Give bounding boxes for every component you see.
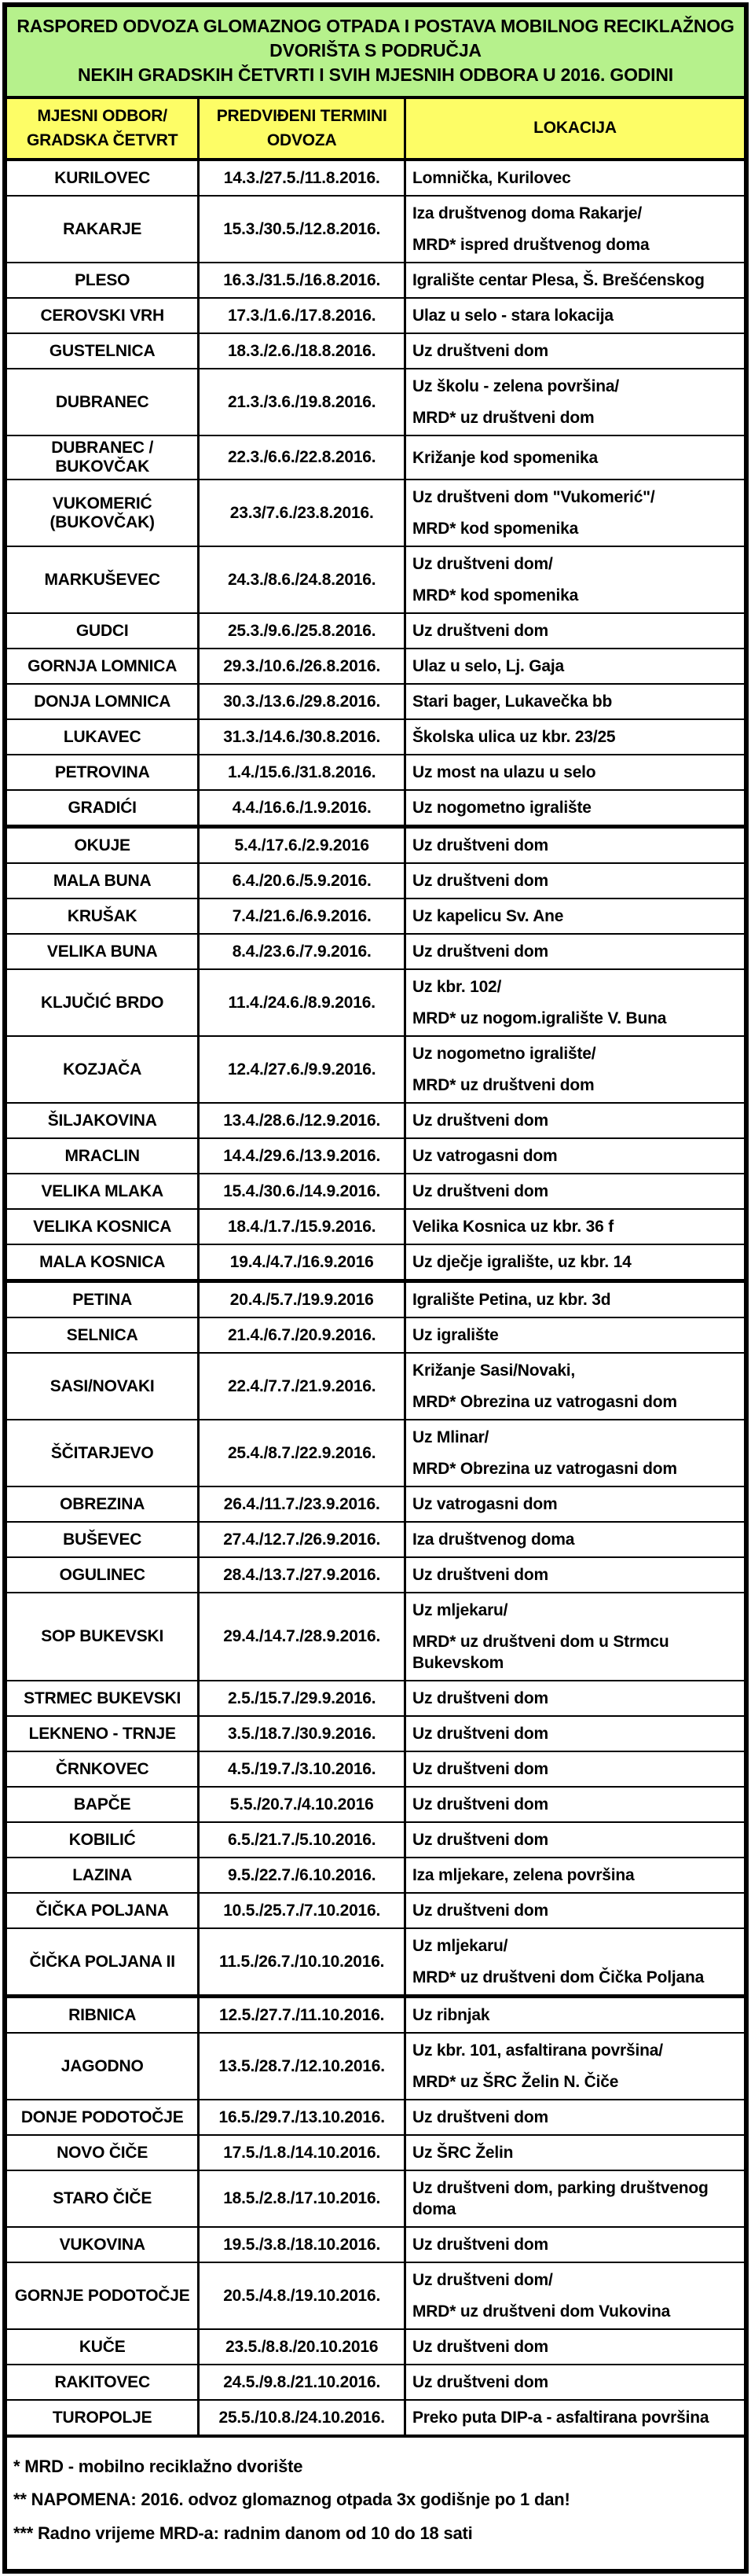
location-cell [405,2365,745,2400]
table-row [7,1893,744,1928]
dates-cell: 3.5./18.7./30.9.2016. [199,1716,405,1751]
location-line: Uz Mlinar/ [412,1428,489,1447]
dates-cell: 16.5./29.7./13.10.2016. [199,2100,405,2135]
district-cell: DUBRANEC / BUKOVČAK [7,435,199,480]
district-cell: VUKOVINA [7,2227,199,2262]
dates-cell: 22.4./7.7./21.9.2016. [199,1353,405,1420]
district-cell: CEROVSKI VRH [7,298,199,333]
table-row [7,298,744,333]
location-line: Uz društveni dom "Vukomerić"/ [412,488,655,507]
location-cell [405,934,745,969]
location-line: Uz nogometno igralište [412,799,592,818]
district-cell: LEKNENO - TRNJE [7,1716,199,1751]
district-cell: VELIKA BUNA [7,934,199,969]
location-line: Preko puta DIP-a - asfaltirana površina [412,2409,709,2427]
dates-cell: 12.5./27.7./11.10.2016. [199,1997,405,2034]
table-row [7,546,744,613]
table-row [7,1281,744,1318]
schedule-sheet [2,2,749,2574]
dates-cell: 8.4./23.6./7.9.2016. [199,934,405,969]
district-cell: ŠČITARJEVO [7,1420,199,1486]
location-cell [405,1522,745,1557]
dates-cell: 18.4./1.7./15.9.2016. [199,1209,405,1244]
table-row [7,1036,744,1103]
district-cell: BAPČE [7,1787,199,1822]
location-cell [405,755,745,790]
district-cell: OBREZINA [7,1486,199,1522]
table-row [7,2135,744,2170]
district-cell: GORNJA LOMNICA [7,649,199,684]
location-line: Uz društveni dom [412,1902,548,1920]
dates-cell: 15.4./30.6./14.9.2016. [199,1174,405,1209]
location-line: Uz vatrogasni dom [412,1147,558,1166]
district-cell: SELNICA [7,1317,199,1353]
dates-cell: 28.4./13.7./27.9.2016. [199,1557,405,1593]
title-line-2: NEKIH GRADSKIH ČETVRTI I SVIH MJESNIH ODBORA U 2016. GODINI [78,64,673,86]
location-line: Iza društvenog doma [412,1531,575,1549]
dates-cell: 11.5./26.7./10.10.2016. [199,1928,405,1997]
location-cell [405,1751,745,1787]
district-cell: ČIČKA POLJANA [7,1893,199,1928]
table-row [7,1997,744,2034]
dates-cell: 30.3./13.6./29.8.2016. [199,684,405,719]
district-cell: ŠILJAKOVINA [7,1103,199,1138]
location-cell [405,613,745,649]
district-cell: KLJUČIĆ BRDO [7,969,199,1036]
district-cell: DONJA LOMNICA [7,684,199,719]
district-cell: PLESO [7,263,199,298]
table-row [7,1486,744,1522]
table-row [7,1787,744,1822]
schedule-table [7,99,744,2435]
location-line: Velika Kosnica uz kbr. 36 f [412,1218,614,1237]
header-location: LOKACIJA [405,99,745,160]
district-cell: LAZINA [7,1858,199,1893]
table-row [7,1209,744,1244]
district-cell: RIBNICA [7,1997,199,2034]
location-line: Uz društveni dom [412,1566,548,1585]
location-cell [405,1716,745,1751]
location-line: MRD* uz ŠRC Želin N. Čiče [412,2073,619,2092]
location-line: Iza društvenog doma Rakarje/ [412,204,642,223]
location-cell [405,1858,745,1893]
table-row [7,2033,744,2100]
table-row [7,863,744,898]
table-row [7,1317,744,1353]
dates-cell: 24.5./9.8./21.10.2016. [199,2365,405,2400]
location-cell [405,1244,745,1281]
dates-cell: 5.4./17.6./2.9.2016 [199,827,405,864]
location-cell [405,1036,745,1103]
dates-cell: 27.4./12.7./26.9.2016. [199,1522,405,1557]
table-row [7,1593,744,1681]
dates-cell: 20.5./4.8./19.10.2016. [199,2262,405,2329]
dates-cell: 7.4./21.6./6.9.2016. [199,898,405,934]
header-dates: PREDVIĐENI TERMINI ODVOZA [199,99,405,160]
table-row [7,613,744,649]
location-line: Uz društveni dom [412,622,548,641]
dates-cell: 29.3./10.6./26.8.2016. [199,649,405,684]
location-line: Uz most na ulazu u selo [412,763,596,782]
location-cell [405,2100,745,2135]
district-cell: DUBRANEC [7,369,199,435]
table-row [7,435,744,480]
dates-cell: 22.3./6.6./22.8.2016. [199,435,405,480]
dates-cell: 17.5./1.8./14.10.2016. [199,2135,405,2170]
location-line: Uz društveni dom [412,2108,548,2127]
table-row [7,1522,744,1557]
location-line: Uz kbr. 102/ [412,978,502,997]
table-row [7,1716,744,1751]
location-cell [405,1353,745,1420]
location-line: Uz kapelicu Sv. Ane [412,907,564,926]
dates-cell: 19.4./4.7./16.9.2016 [199,1244,405,1281]
dates-cell: 23.3/7.6./23.8.2016. [199,480,405,546]
location-cell [405,2227,745,2262]
table-row [7,790,744,827]
location-line: MRD* kod spomenika [412,520,579,538]
location-line: Uz mljekaru/ [412,1937,508,1956]
header-row [7,99,744,160]
location-cell [405,2329,745,2365]
dates-cell: 1.4./15.6./31.8.2016. [199,755,405,790]
location-line: Školska ulica uz kbr. 23/25 [412,728,616,747]
district-cell: BUŠEVEC [7,1522,199,1557]
location-line: Uz igralište [412,1326,499,1345]
table-row [7,1353,744,1420]
location-line: Uz mljekaru/ [412,1601,508,1620]
district-cell: MARKUŠEVEC [7,546,199,613]
footnote-napomena: ** NAPOMENA: 2016. odvoz glomaznog otpada 3x godišnje po 1 dan! [13,2490,570,2510]
table-row [7,369,744,435]
location-line: Uz društveni dom [412,1689,548,1708]
dates-cell: 13.5./28.7./12.10.2016. [199,2033,405,2100]
location-cell [405,1681,745,1716]
location-line: Uz društveni dom, parking društvenog doma [412,2179,709,2219]
location-cell [405,2170,745,2227]
table-row [7,480,744,546]
location-line: MRD* Obrezina uz vatrogasni dom [412,1393,677,1412]
location-cell [405,1928,745,1997]
district-cell: DONJE PODOTOČJE [7,2100,199,2135]
table-row [7,2100,744,2135]
location-line: Ulaz u selo, Lj. Gaja [412,657,565,676]
dates-cell: 12.4./27.6./9.9.2016. [199,1036,405,1103]
table-row [7,1174,744,1209]
location-line: MRD* uz društveni dom [412,409,595,428]
table-row [7,684,744,719]
table-row [7,2262,744,2329]
schedule-table-body [7,160,744,2435]
district-cell: GORNJE PODOTOČJE [7,2262,199,2329]
location-line: Uz društveni dom [412,2338,548,2357]
dates-cell: 21.4./6.7./20.9.2016. [199,1317,405,1353]
location-line: Uz dječje igralište, uz kbr. 14 [412,1253,632,1272]
district-cell: RAKARJE [7,196,199,263]
dates-cell: 6.4./20.6./5.9.2016. [199,863,405,898]
dates-cell: 26.4./11.7./23.9.2016. [199,1486,405,1522]
district-cell: RAKITOVEC [7,2365,199,2400]
district-cell: VUKOMERIĆ (BUKOVČAK) [7,480,199,546]
location-line: MRD* uz društveni dom [412,1076,595,1095]
district-cell: JAGODNO [7,2033,199,2100]
table-row [7,160,744,196]
district-cell: ČRNKOVEC [7,1751,199,1787]
location-cell [405,1486,745,1522]
location-line: Igralište Petina, uz kbr. 3d [412,1291,611,1310]
location-cell [405,480,745,546]
location-cell [405,2262,745,2329]
dates-cell: 9.5./22.7./6.10.2016. [199,1858,405,1893]
district-cell: STRMEC BUKEVSKI [7,1681,199,1716]
dates-cell: 16.3./31.5./16.8.2016. [199,263,405,298]
table-row [7,2329,744,2365]
location-line: Stari bager, Lukavečka bb [412,693,613,711]
table-row [7,1420,744,1486]
table-row [7,1928,744,1997]
location-cell [405,2135,745,2170]
dates-cell: 20.4./5.7./19.9.2016 [199,1281,405,1318]
table-row [7,898,744,934]
dates-cell: 25.5./10.8./24.10.2016. [199,2400,405,2435]
dates-cell: 6.5./21.7./5.10.2016. [199,1822,405,1858]
location-cell [405,160,745,196]
location-line: Lomnička, Kurilovec [412,169,571,188]
table-row [7,263,744,298]
location-line: Ulaz u selo - stara lokacija [412,307,614,325]
location-cell [405,1103,745,1138]
table-row [7,1244,744,1281]
footnote-mrd: * MRD - mobilno reciklažno dvorište [13,2457,303,2477]
location-line: MRD* uz društveni dom Vukovina [412,2302,671,2321]
district-cell: ČIČKA POLJANA II [7,1928,199,1997]
location-line: MRD* Obrezina uz vatrogasni dom [412,1460,677,1479]
location-line: Uz nogometno igralište/ [412,1045,596,1064]
location-cell [405,1174,745,1209]
district-cell: VELIKA MLAKA [7,1174,199,1209]
table-row [7,934,744,969]
location-line: MRD* uz društveni dom Čička Poljana [412,1968,705,1987]
dates-cell: 21.3./3.6./19.8.2016. [199,369,405,435]
table-row [7,2400,744,2435]
location-cell [405,1209,745,1244]
table-row [7,1103,744,1138]
location-cell [405,719,745,755]
table-row [7,1751,744,1787]
location-cell [405,827,745,864]
location-cell [405,898,745,934]
dates-cell: 13.4./28.6./12.9.2016. [199,1103,405,1138]
table-row [7,827,744,864]
district-cell: OGULINEC [7,1557,199,1593]
location-line: MRD* uz društveni dom u Strmcu Bukevskom [412,1633,669,1673]
dates-cell: 23.5./8.8./20.10.2016 [199,2329,405,2365]
table-row [7,2365,744,2400]
location-cell [405,1420,745,1486]
location-line: Igralište centar Plesa, Š. Brešćenskog [412,271,705,290]
dates-cell: 19.5./3.8./18.10.2016. [199,2227,405,2262]
table-row [7,196,744,263]
district-cell: PETINA [7,1281,199,1318]
dates-cell: 25.4./8.7./22.9.2016. [199,1420,405,1486]
district-cell: SASI/NOVAKI [7,1353,199,1420]
location-cell [405,196,745,263]
district-cell: STARO ČIČE [7,2170,199,2227]
footnote-radno-vrijeme: *** Radno vrijeme MRD-a: radnim danom od 10 do 18 sati [13,2523,473,2543]
table-row [7,755,744,790]
district-cell: SOP BUKEVSKI [7,1593,199,1681]
location-line: Uz društveni dom [412,1760,548,1779]
location-line: Uz društveni dom/ [412,2271,553,2290]
location-cell [405,1317,745,1353]
table-header [7,99,744,160]
district-cell: NOVO ČIČE [7,2135,199,2170]
location-cell [405,1822,745,1858]
table-row [7,1557,744,1593]
dates-cell: 24.3./8.6./24.8.2016. [199,546,405,613]
location-cell [405,969,745,1036]
location-line: Uz društveni dom [412,872,548,891]
location-cell [405,2400,745,2435]
location-cell [405,263,745,298]
district-cell: MRACLIN [7,1138,199,1174]
dates-cell: 4.5./19.7./3.10.2016. [199,1751,405,1787]
location-cell [405,1281,745,1318]
location-cell [405,1893,745,1928]
dates-cell: 29.4./14.7./28.9.2016. [199,1593,405,1681]
document-title [7,7,744,99]
location-line: Uz društveni dom [412,2373,548,2392]
district-cell: KOZJAČA [7,1036,199,1103]
dates-cell: 5.5./20.7./4.10.2016 [199,1787,405,1822]
location-line: Uz kbr. 101, asfaltirana površina/ [412,2041,663,2060]
location-line: Uz društveni dom [412,1182,548,1201]
table-row [7,1681,744,1716]
district-cell: MALA BUNA [7,863,199,898]
location-cell [405,684,745,719]
district-cell: OKUJE [7,827,199,864]
location-line: Uz društveni dom [412,1725,548,1744]
location-line: Uz društveni dom [412,943,548,961]
header-district: MJESNI ODBOR/ GRADSKA ČETVRT [7,99,199,160]
location-cell [405,1997,745,2034]
location-line: Uz ribnjak [412,2006,490,2025]
table-row [7,2170,744,2227]
district-cell: TUROPOLJE [7,2400,199,2435]
table-row [7,1138,744,1174]
footnotes [7,2435,744,2569]
location-line: Uz školu - zelena površina/ [412,377,620,396]
district-cell: MALA KOSNICA [7,1244,199,1281]
location-cell [405,1787,745,1822]
location-cell [405,333,745,369]
dates-cell: 17.3./1.6./17.8.2016. [199,298,405,333]
district-cell: PETROVINA [7,755,199,790]
location-cell [405,1138,745,1174]
location-line: Križanje kod spomenika [412,448,599,467]
district-cell: GUSTELNICA [7,333,199,369]
location-cell [405,790,745,827]
location-line: Uz vatrogasni dom [412,1495,558,1514]
location-cell [405,649,745,684]
location-line: Uz društveni dom [412,1831,548,1850]
location-line: Uz društveni dom [412,1795,548,1814]
district-cell: KURILOVEC [7,160,199,196]
table-row [7,719,744,755]
location-line: Uz društveni dom [412,836,548,855]
dates-cell: 15.3./30.5./12.8.2016. [199,196,405,263]
location-cell [405,1593,745,1681]
location-line: Uz društveni dom [412,2236,548,2254]
dates-cell: 31.3./14.6./30.8.2016. [199,719,405,755]
dates-cell: 2.5./15.7./29.9.2016. [199,1681,405,1716]
location-line: Križanje Sasi/Novaki, [412,1361,576,1380]
location-line: Uz društveni dom [412,342,548,361]
district-cell: KOBILIĆ [7,1822,199,1858]
location-cell [405,863,745,898]
location-line: Uz ŠRC Želin [412,2144,514,2163]
location-line: Uz društveni dom/ [412,555,553,574]
location-cell [405,369,745,435]
dates-cell: 10.5./25.7./7.10.2016. [199,1893,405,1928]
location-line: Uz društveni dom [412,1112,548,1130]
location-line: MRD* uz nogom.igralište V. Buna [412,1009,667,1028]
district-cell: LUKAVEC [7,719,199,755]
location-cell [405,298,745,333]
district-cell: GUDCI [7,613,199,649]
district-cell: VELIKA KOSNICA [7,1209,199,1244]
table-row [7,1822,744,1858]
location-cell [405,546,745,613]
dates-cell: 25.3./9.6./25.8.2016. [199,613,405,649]
dates-cell: 18.3./2.6./18.8.2016. [199,333,405,369]
location-line: Iza mljekare, zelena površina [412,1866,635,1885]
dates-cell: 14.4./29.6./13.9.2016. [199,1138,405,1174]
table-row [7,2227,744,2262]
location-line: MRD* kod spomenika [412,586,579,605]
dates-cell: 4.4./16.6./1.9.2016. [199,790,405,827]
location-cell [405,2033,745,2100]
title-line-1: RASPORED ODVOZA GLOMAZNOG OTPADA I POSTAVA MOBILNOG RECIKLAŽNOG DVORIŠTA S PODRUČJA [16,16,735,61]
table-row [7,1858,744,1893]
district-cell: KRUŠAK [7,898,199,934]
dates-cell: 18.5./2.8./17.10.2016. [199,2170,405,2227]
district-cell: GRADIĆI [7,790,199,827]
table-row [7,333,744,369]
dates-cell: 11.4./24.6./8.9.2016. [199,969,405,1036]
district-cell: KUČE [7,2329,199,2365]
location-cell [405,1557,745,1593]
table-row [7,969,744,1036]
table-row [7,649,744,684]
location-line: MRD* ispred društvenog doma [412,236,650,255]
dates-cell: 14.3./27.5./11.8.2016. [199,160,405,196]
location-cell [405,435,745,480]
